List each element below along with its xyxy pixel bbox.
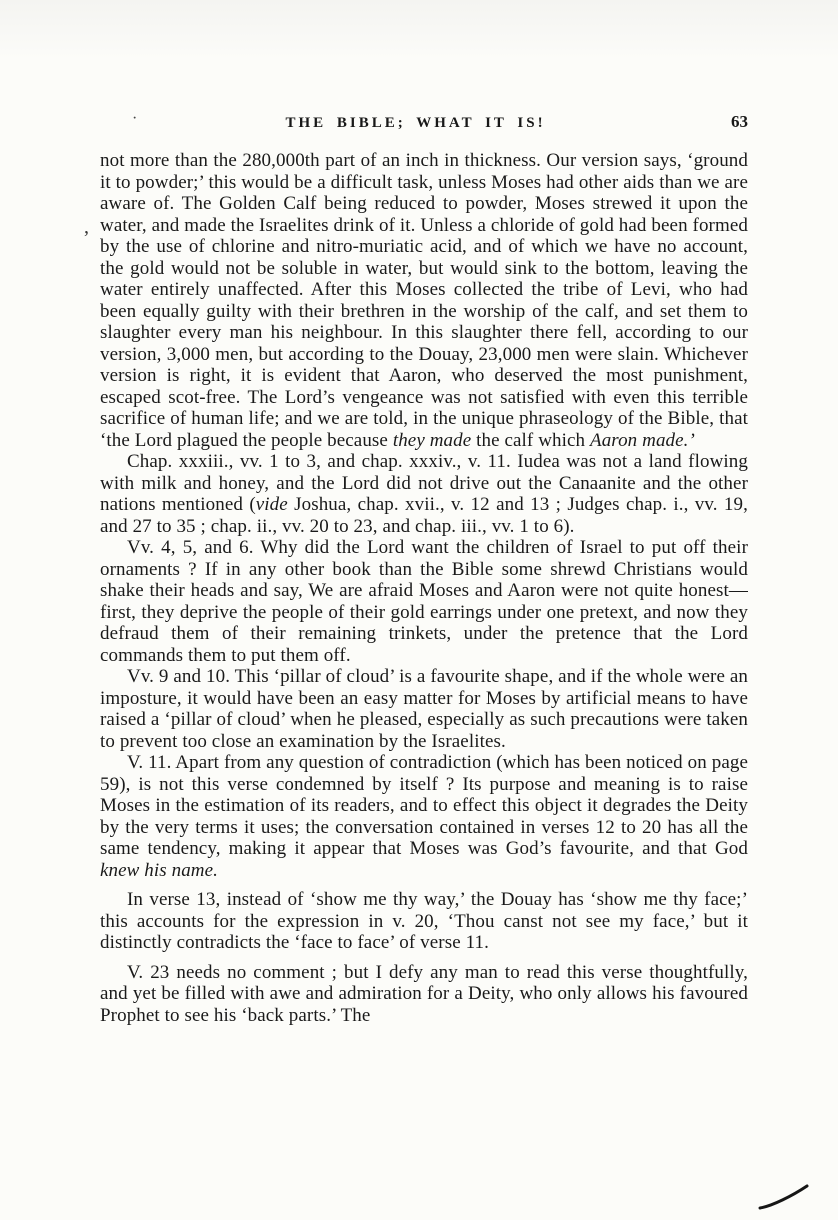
text-run: V. 11. Apart from any question of contradiction (which has been noticed on page 59), is not this verse condemned by itself ? Its purpose and meaning is to raise Moses in the estimation of its readers, and to effect this object it degrades the Deity by the very terms it uses; the conversation contained in verses 12 to 20 has all the same tendency, making it appear that Moses was God’s favourite, and that God <box>100 752 748 859</box>
page-body <box>100 150 748 1026</box>
text-run: In verse 13, instead of ‘show me thy way,’ the Douay has ‘show me thy face;’ this accounts for the expression in v. 20, ‘Thou canst not see my face,’ but it distinctly contradicts the ‘face to face’ of verse 11. <box>100 889 748 953</box>
text-run: Vv. 4, 5, and 6. Why did the Lord want the children of Israel to put off their ornaments ? If in any other book than the Bible some shrewd Christians would shake their heads and say, We are afraid Moses and Aaron were not quite honest—first, they deprive the people of their gold earrings under one pretext, and now they defraud them of their remaining trinkets, under the pretence that the Lord commands them to put them off. <box>100 537 748 666</box>
italic-text-run: knew his name. <box>100 859 219 881</box>
text-run: the calf which <box>471 429 590 451</box>
running-title: THE BIBLE; WHAT IT IS! <box>285 115 546 131</box>
text-run: V. 23 needs no comment ; but I defy any man to read this verse thoughtfully, and yet be filled with awe and admiration for a Deity, who only allows his favoured Prophet to see his ‘back parts.’ The <box>100 961 748 1026</box>
paragraph <box>100 451 748 537</box>
paragraph <box>100 666 748 752</box>
text-run: Chap. xxxiii., vv. 1 to 3, and chap. xxxiv., v. 11. Iudea was not a land flowing with milk and honey, and the Lord did not drive out the Canaanite and the other nations mentioned ( <box>100 451 748 515</box>
pen-stroke-mark <box>758 1184 810 1210</box>
paragraph <box>100 537 748 666</box>
paragraph <box>100 962 748 1027</box>
italic-text-run: they made <box>392 429 472 451</box>
page-header <box>100 112 748 132</box>
italic-text-run: Aaron made.’ <box>589 429 695 451</box>
paragraph <box>100 889 748 954</box>
text-run: Vv. 9 and 10. This ‘pillar of cloud’ is a favourite shape, and if the whole were an imposture, it would have been an easy matter for Moses by artificial means to have raised a ‘pillar of cloud’ when he pleased, especially as such precautions were taken to prevent too close an examination by the Israelites. <box>100 666 748 752</box>
scan-dot-mark: · <box>132 110 138 127</box>
paragraph <box>100 150 748 451</box>
scan-speck-mark: , <box>84 216 89 238</box>
text-run: Joshua, chap. xvii., v. 12 and 13 ; Judges chap. i., vv. 19, and 27 to 35 ; chap. ii., vv. 20 to 23, and chap. iii., vv. 1 to 6). <box>100 494 748 537</box>
paragraph <box>100 752 748 881</box>
page-number: 63 <box>731 112 748 131</box>
text-run: not more than the 280,000th part of an inch in thickness. Our version says, ‘ground it to powder;’ this would be a difficult task, unless Moses had other aids than we are aware of. The Golden Calf being reduced to powder, Moses strewed it upon the water, and made the Israelites drink of it. Unless a chloride of gold had been formed by the use of chlorine and nitro-muriatic acid, and of which we have no account, the gold would not be soluble in water, but would sink to the bottom, leaving the water entirely unaffected. After this Moses collected the tribe of Levi, who had been equally guilty with their brethren in the worship of the calf, and set them to slaughter every man his neighbour. In this slaughter there fell, according to our version, 3,000 men, but according to the Douay, 23,000 men were slain. Whichever version is right, it is evident that Aaron, who deserved the most punishment, escaped scot-free. The Lord’s vengeance was not satisfied with even this terrible sacrifice of human life; and we are told, in the unique phraseology of the Bible, that ‘the Lord plagued the people because <box>100 150 748 451</box>
italic-text-run: vide <box>255 494 288 515</box>
